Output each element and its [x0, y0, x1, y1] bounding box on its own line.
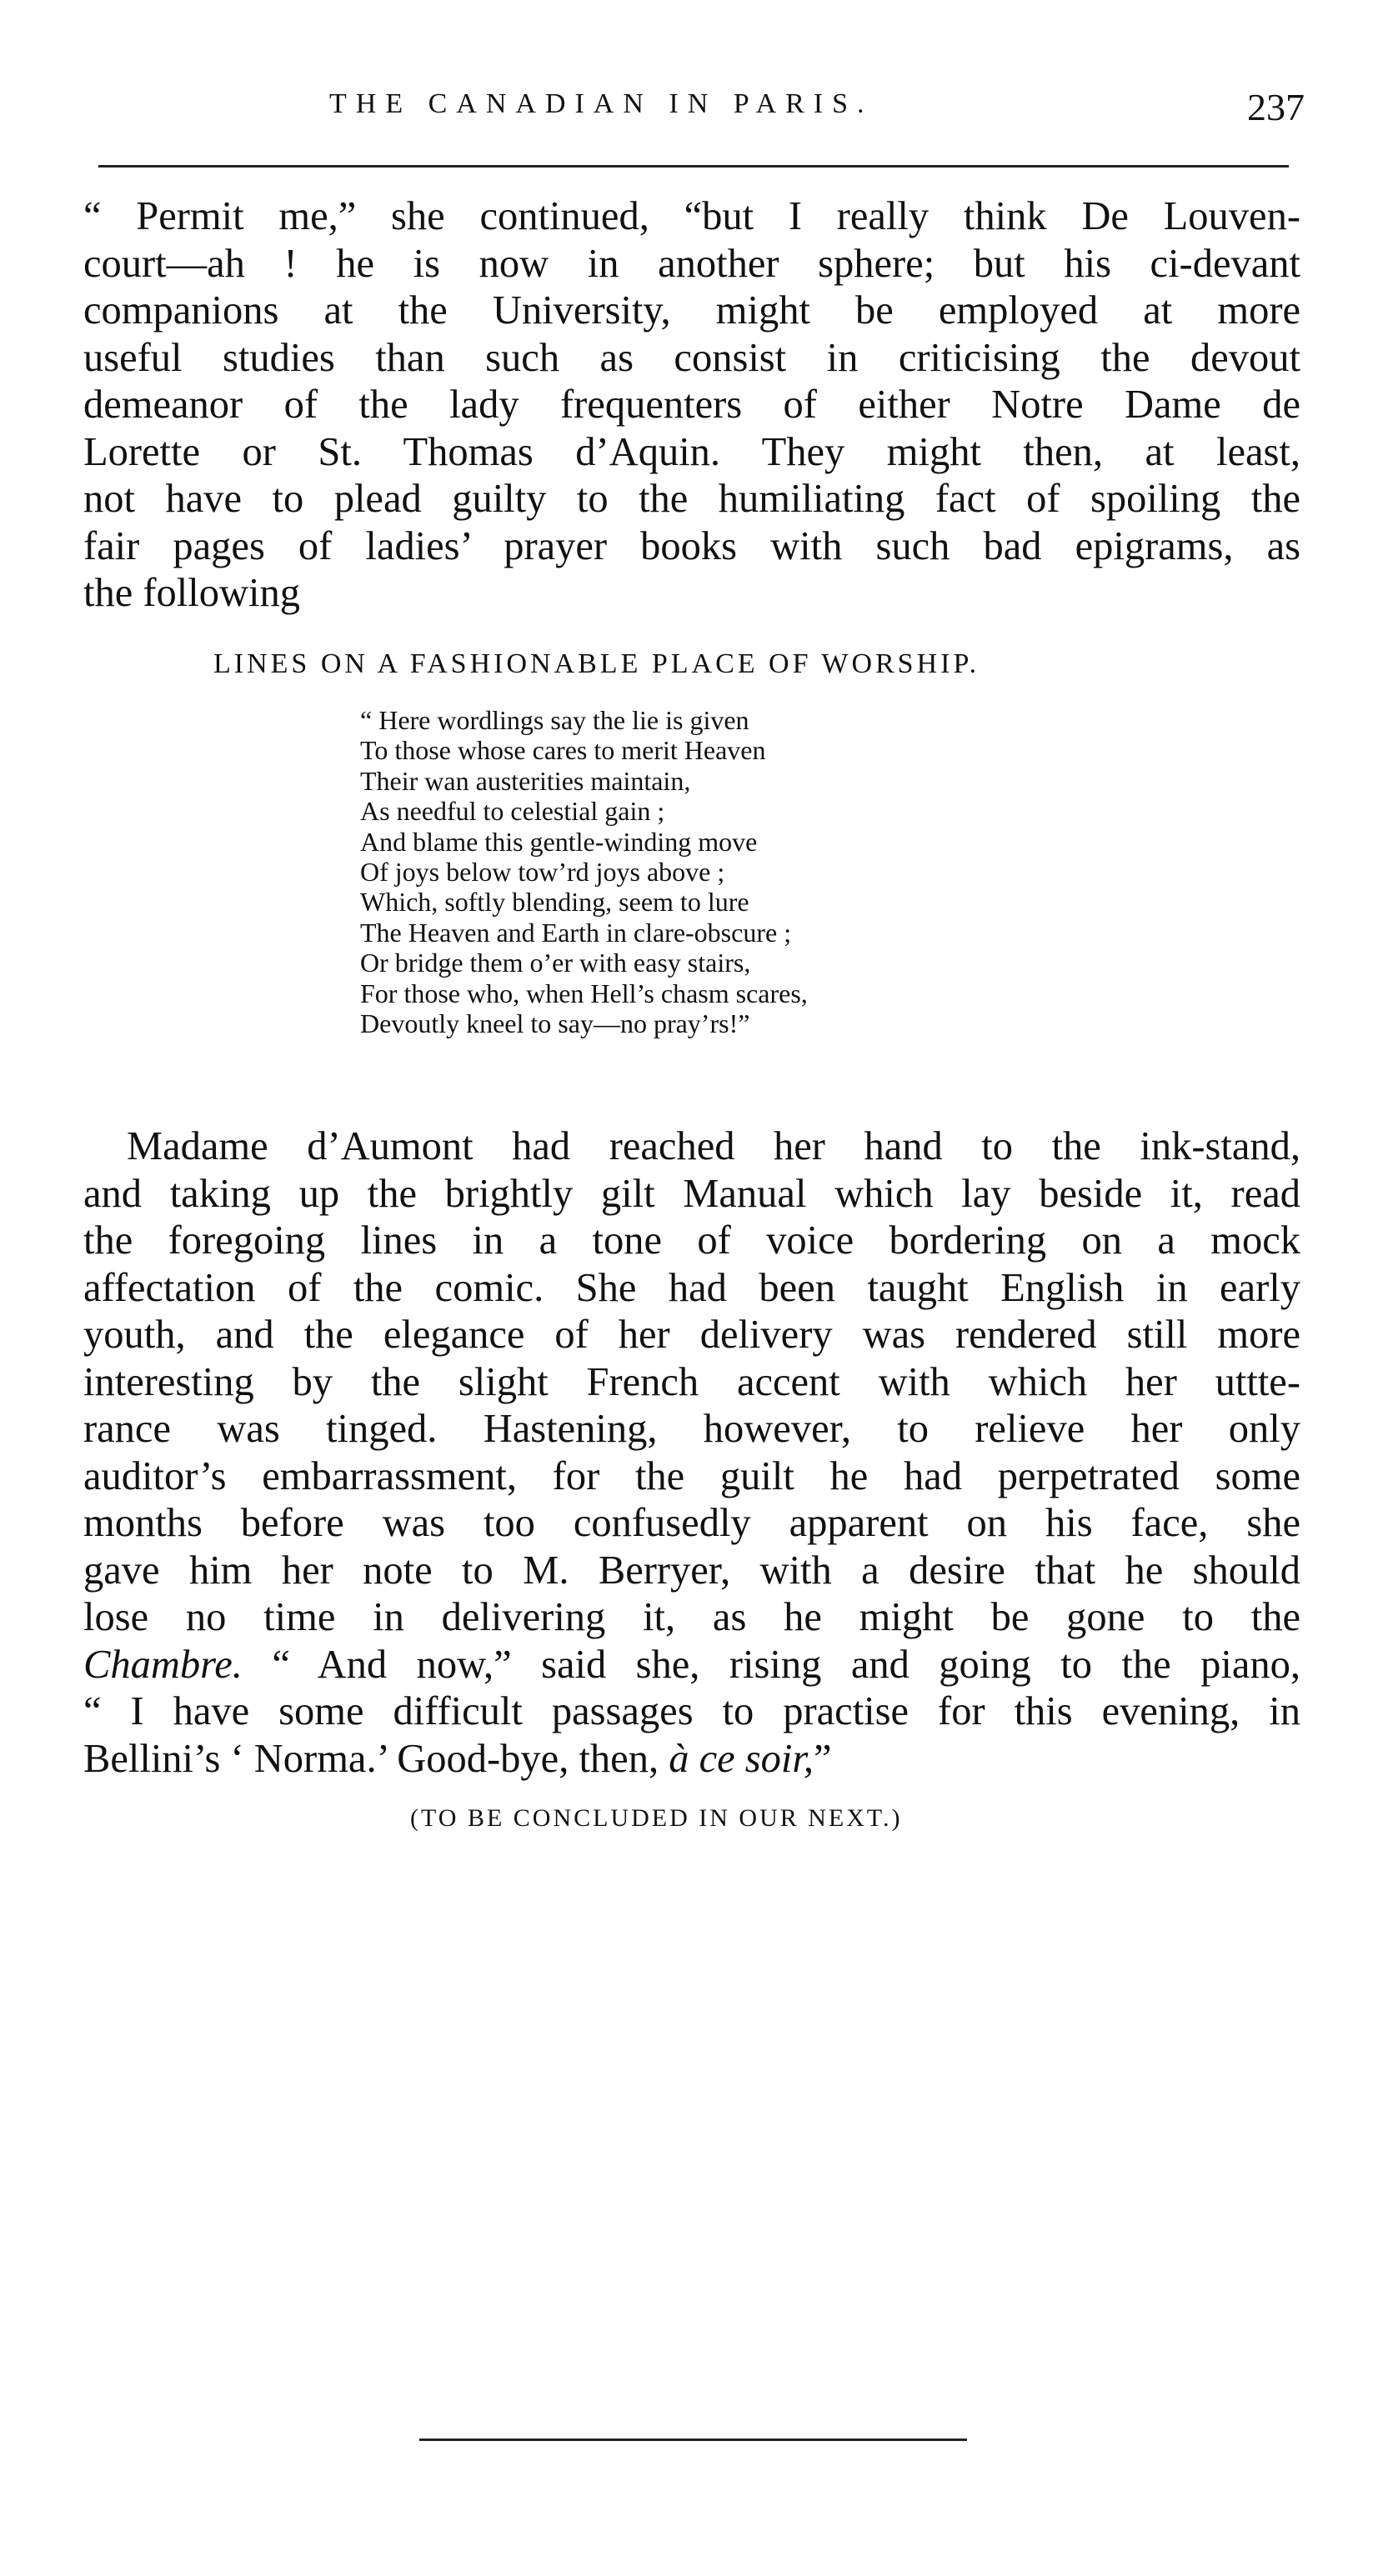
text-line: lose no time in delivering it, as he might be gone to the [83, 1595, 1300, 1639]
poem-line: “ Here wordlings say the lie is given [360, 705, 749, 735]
poem-title: LINES ON A FASHIONABLE PLACE OF WORSHIP. [213, 648, 980, 679]
poem-line: Devoutly kneel to say—no pray’rs!” [360, 1008, 750, 1039]
text-line: Lorette or St. Thomas d’Aquin. They might then, at least, [83, 429, 1300, 474]
text-span: “ And now,” said she, rising and going to the piano, [242, 1642, 1300, 1687]
end-rule [419, 2438, 967, 2441]
poem-line: Their wan austerities maintain, [360, 765, 691, 796]
poem-line: Or bridge them o’er with easy stairs, [360, 948, 751, 978]
running-head [88, 85, 1305, 135]
text-line: affectation of the comic. She had been taught English in early [83, 1265, 1300, 1310]
text-line: “ Permit me,” she continued, “but I really think De Louven- [83, 194, 1300, 238]
intro-paragraph [83, 193, 1300, 618]
text-line: useful studies than such as consist in criticising the devout [83, 335, 1300, 380]
narrative-paragraph [83, 1123, 1300, 1783]
text-line: youth, and the elegance of her delivery was rendered still more [83, 1313, 1300, 1357]
poem [360, 705, 808, 1038]
poem-line: The Heaven and Earth in clare-obscure ; [360, 917, 792, 948]
text-line: gave him her note to M. Berryer, with a desire that he should [83, 1548, 1300, 1593]
poem-line: And blame this gentle-winding move [360, 826, 758, 857]
text-line: Madame d’Aumont had reached her hand to the ink-stand, [127, 1124, 1300, 1168]
page-number: 237 [1247, 86, 1305, 128]
text-line: interesting by the slight French accent with which her uttte- [83, 1359, 1300, 1404]
closing-quote: ” [814, 1736, 832, 1781]
running-title: THE CANADIAN IN PARIS. [329, 88, 874, 119]
text-line: companions at the University, might be employed at more [83, 288, 1300, 333]
text-line: fair pages of ladies’ prayer books with such bad epigrams, as [83, 523, 1300, 568]
poem-line: For those who, when Hell’s chasm scares, [360, 978, 808, 1008]
poem-line: To those whose cares to merit Heaven [360, 735, 766, 766]
text-line: months before was too confusedly apparent on his face, she [83, 1501, 1300, 1545]
italic-word-chambre: Chambre. [83, 1642, 243, 1687]
text-line: auditor’s embarrassment, for the guilt he had perpetrated some [83, 1453, 1300, 1498]
poem-line: Which, softly blending, seem to lure [360, 887, 749, 918]
text-line: and taking up the brightly gilt Manual which lay beside it, read [83, 1171, 1300, 1216]
text-line [83, 1736, 1300, 1783]
poem-line: Of joys below tow’rd joys above ; [360, 857, 725, 888]
text-line: court—ah ! he is now in another sphere; but his ci-devant [83, 241, 1300, 286]
text-span: Bellini’s ‘ Norma.’ Good-bye, then, [83, 1736, 669, 1781]
text-line: the foregoing lines in a tone of voice bordering on a mock [83, 1218, 1300, 1263]
continuation-note: (TO BE CONCLUDED IN OUR NEXT.) [410, 1804, 903, 1832]
header-rule [98, 165, 1289, 168]
text-line: “ I have some difficult passages to practise for this evening, in [83, 1689, 1300, 1733]
text-line [83, 1642, 1300, 1689]
text-line: not have to plead guilty to the humiliating fact of spoiling the [83, 477, 1300, 521]
text-line: rance was tinged. Hastening, however, to relieve her only [83, 1407, 1300, 1451]
italic-phrase-a-ce-soir: à ce soir, [669, 1736, 814, 1781]
text-line: demeanor of the lady frequenters of either Notre Dame de [83, 383, 1300, 427]
text-line: the following [83, 571, 300, 615]
poem-line: As needful to celestial gain ; [360, 796, 665, 827]
